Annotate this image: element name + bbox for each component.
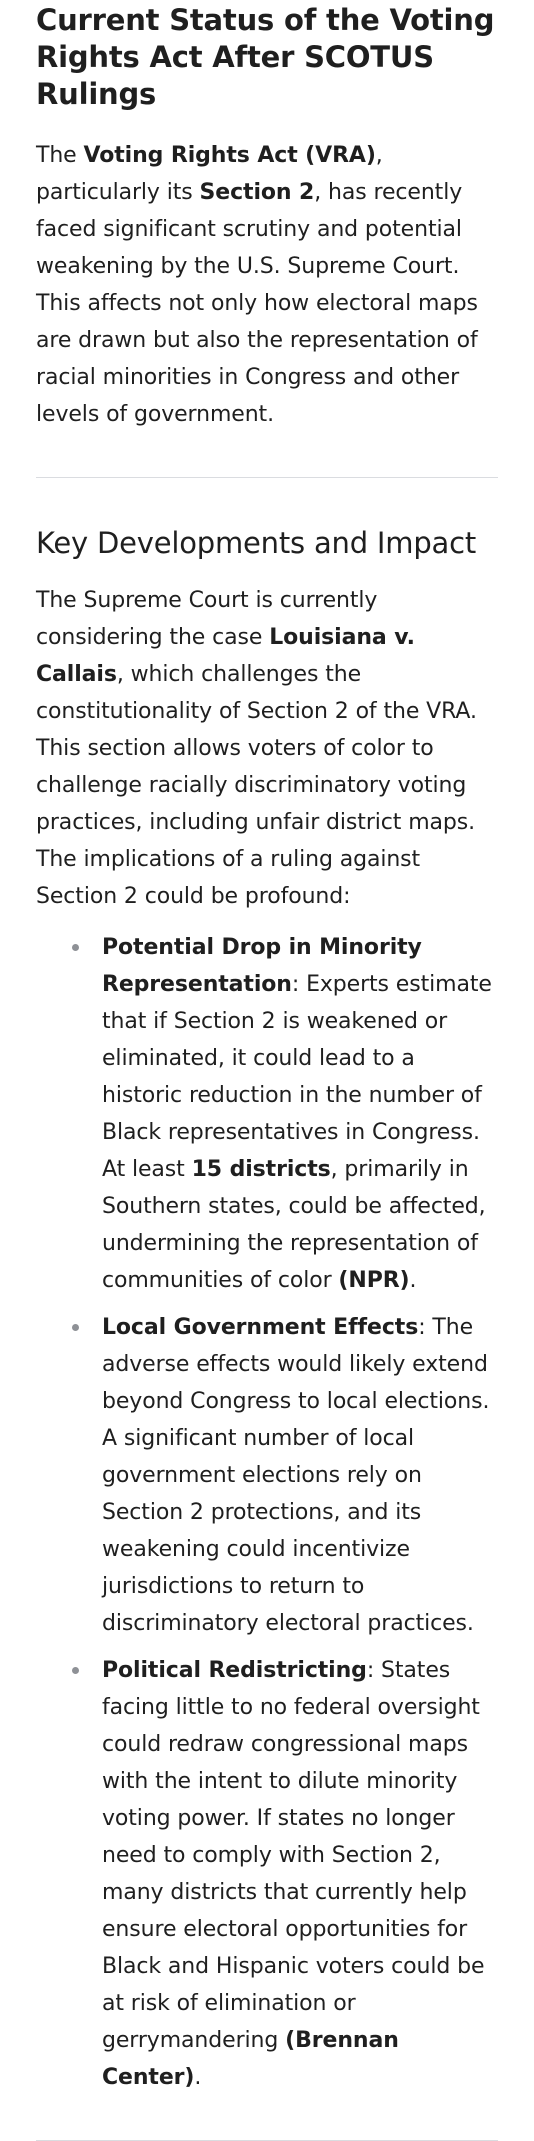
intro-paragraph — [36, 137, 498, 433]
section-divider — [36, 477, 498, 478]
list-item-text: . — [194, 2065, 202, 2090]
list-item-text: . — [409, 1268, 417, 1293]
list-item-text: : Experts estimate that if Section 2 is weakened or eliminated, it could lead to a historic reduction in the number of Black representatives in Congress. At least — [102, 972, 492, 1182]
section-heading: Key Developments and Impact — [36, 526, 477, 560]
intro-text: The — [36, 143, 84, 168]
paragraph-text: , which challenges the constitutionality of Section 2 of the VRA. This section allows voters of color to challenge racially discriminatory voting practices, including unfair district maps. The implications of a ruling against Section 2 could be profound: — [36, 662, 477, 909]
list-item-bold: 15 districts — [191, 1157, 331, 1182]
list-item-text: : The adverse effects would likely extend beyond Congress to local elections. A significant number of local government elections rely on Section 2 protections, and its weakening could incentivize jurisdictions to return to discriminatory electoral practices. — [102, 1315, 490, 1636]
list-item — [102, 929, 498, 1299]
section-paragraph — [36, 582, 498, 915]
intro-bold-section2: Section 2 — [199, 180, 315, 205]
impact-list — [36, 929, 498, 2096]
intro-text: , has recently faced significant scrutiny and potential weakening by the U.S. Supreme Court. This affects not only how electoral maps are drawn but also the representation of racial minorities in Congress and other levels of government. — [36, 180, 478, 427]
list-item-title: Political Redistricting — [102, 1658, 367, 1683]
list-item-title: Local Government Effects — [102, 1315, 419, 1340]
list-item-text: : States facing little to no federal oversight could redraw congressional maps with the intent to dilute minority voting power. If states no longer need to comply with Section 2, many districts that currently help ensure electoral opportunities for Black and Hispanic voters could be at risk of elimination or gerrymandering — [102, 1658, 485, 2053]
case-name: Louisiana v. Callais — [36, 625, 415, 687]
bullet-icon — [72, 944, 79, 951]
list-item-text: , primarily in Southern states, could be affected, undermining the representation of communities of color — [102, 1157, 486, 1293]
list-item-title: Potential Drop in Minority Representation — [102, 935, 422, 997]
source-citation: (NPR) — [338, 1268, 410, 1293]
bullet-icon — [72, 1667, 79, 1674]
source-citation: (Brennan Center) — [102, 2028, 399, 2090]
list-item — [102, 1309, 498, 1642]
list-item — [102, 1652, 498, 2096]
bullet-icon — [72, 1324, 79, 1331]
intro-text: , particularly its — [36, 143, 383, 205]
intro-bold-vra: Voting Rights Act (VRA) — [83, 143, 376, 168]
page-title: Current Status of the Voting Rights Act After SCOTUS Rulings — [36, 3, 495, 111]
paragraph-text: The Supreme Court is currently considering the case — [36, 588, 378, 650]
